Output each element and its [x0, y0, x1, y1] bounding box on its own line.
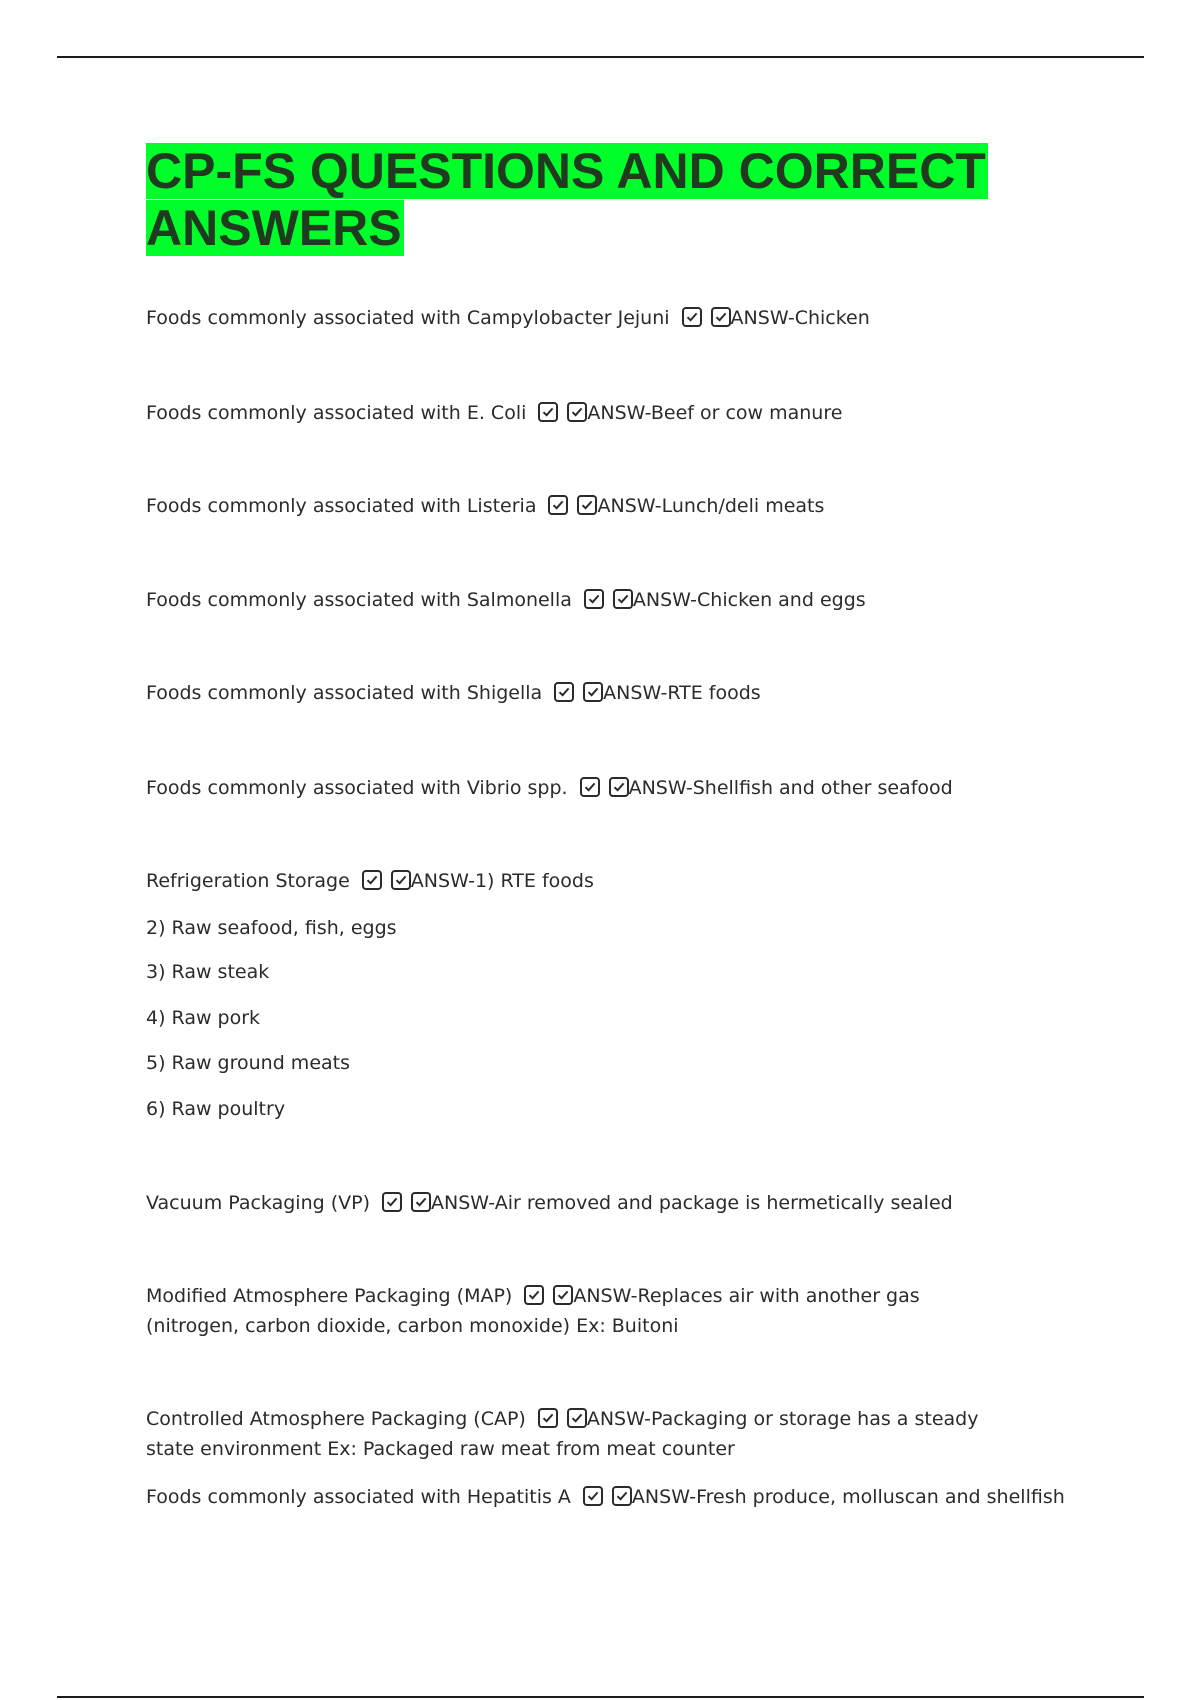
checkbox-checked-icon — [711, 307, 731, 327]
checkbox-checked-icon — [584, 589, 604, 609]
answer-text: ANSW-Beef or cow manure — [587, 402, 843, 424]
checkbox-checked-icon — [362, 870, 382, 890]
checkbox-checked-icon — [538, 1408, 558, 1428]
qa-entry-controlled-atmosphere-packaging — [146, 1404, 1016, 1464]
check-pair — [522, 1281, 573, 1311]
checkbox-checked-icon — [583, 682, 603, 702]
storage-list-item: 2) Raw seafood, fish, eggs — [146, 917, 397, 939]
top-rule — [57, 56, 1144, 58]
answer-text: ANSW-Chicken — [730, 307, 870, 329]
answer-text: ANSW-Fresh produce, molluscan and shellfish — [631, 1486, 1065, 1508]
storage-list-item: 5) Raw ground meats — [146, 1052, 350, 1074]
checkbox-checked-icon — [391, 870, 411, 890]
checkbox-checked-icon — [613, 589, 633, 609]
answer-text: ANSW-1) RTE foods — [410, 870, 594, 892]
checkbox-checked-icon — [609, 777, 629, 797]
answer-text: ANSW-Shellfish and other seafood — [628, 777, 953, 799]
check-pair — [581, 1482, 632, 1512]
question-text: Refrigeration Storage — [146, 870, 350, 892]
qa-entry-salmonella — [146, 585, 1066, 615]
qa-entry-hepatitis-a — [146, 1482, 1066, 1512]
checkbox-checked-icon — [583, 1486, 603, 1506]
storage-list-item: 6) Raw poultry — [146, 1098, 286, 1120]
checkbox-checked-icon — [553, 1285, 573, 1305]
check-pair — [680, 303, 731, 333]
checkbox-checked-icon — [612, 1486, 632, 1506]
check-pair — [360, 866, 411, 896]
question-text: Foods commonly associated with E. Coli — [146, 402, 527, 424]
answer-text: ANSW-RTE foods — [603, 682, 761, 704]
qa-entry-shigella — [146, 678, 1066, 708]
checkbox-checked-icon — [554, 682, 574, 702]
checkbox-checked-icon — [682, 307, 702, 327]
checkbox-checked-icon — [580, 777, 600, 797]
qa-entry-listeria — [146, 491, 1066, 521]
answer-text: ANSW-Packaging or storage has a steady state environment Ex: Packaged raw meat from meat counter — [146, 1408, 979, 1460]
document-title — [146, 143, 1046, 257]
question-text: Foods commonly associated with Hepatitis A — [146, 1486, 571, 1508]
question-text: Modified Atmosphere Packaging (MAP) — [146, 1285, 513, 1307]
checkbox-checked-icon — [524, 1285, 544, 1305]
answer-text: ANSW-Lunch/deli meats — [597, 495, 825, 517]
storage-list-item: 3) Raw steak — [146, 961, 270, 983]
qa-entry-vibrio — [146, 773, 1066, 803]
checkbox-checked-icon — [382, 1192, 402, 1212]
question-text: Foods commonly associated with Shigella — [146, 682, 543, 704]
question-text: Foods commonly associated with Campylobacter Jejuni — [146, 307, 670, 329]
qa-entry-refrigeration-storage — [146, 866, 1066, 896]
checkbox-checked-icon — [548, 495, 568, 515]
question-text: Foods commonly associated with Listeria — [146, 495, 537, 517]
answer-text: ANSW-Air removed and package is hermetically sealed — [431, 1192, 953, 1214]
check-pair — [582, 585, 633, 615]
answer-text: ANSW-Replaces air with another gas (nitrogen, carbon dioxide, carbon monoxide) Ex: Buitoni — [146, 1285, 920, 1337]
check-pair — [536, 1404, 587, 1434]
check-pair — [546, 491, 597, 521]
checkbox-checked-icon — [411, 1192, 431, 1212]
answer-text: ANSW-Chicken and eggs — [632, 589, 866, 611]
question-text: Foods commonly associated with Salmonella — [146, 589, 572, 611]
check-pair — [552, 678, 603, 708]
checkbox-checked-icon — [538, 402, 558, 422]
bottom-rule — [57, 1696, 1144, 1698]
check-pair — [578, 773, 629, 803]
title-highlight: CP-FS QUESTIONS AND CORRECT ANSWERS — [146, 143, 986, 256]
question-text: Controlled Atmosphere Packaging (CAP) — [146, 1408, 526, 1430]
question-text: Vacuum Packaging (VP) — [146, 1192, 371, 1214]
qa-entry-vacuum-packaging — [146, 1188, 1066, 1218]
question-text: Foods commonly associated with Vibrio spp. — [146, 777, 568, 799]
storage-list-item: 4) Raw pork — [146, 1007, 261, 1029]
checkbox-checked-icon — [567, 1408, 587, 1428]
qa-entry-modified-atmosphere-packaging — [146, 1281, 1016, 1341]
checkbox-checked-icon — [577, 495, 597, 515]
qa-entry-campylobacter — [146, 303, 1066, 333]
check-pair — [380, 1188, 431, 1218]
checkbox-checked-icon — [567, 402, 587, 422]
check-pair — [536, 398, 587, 428]
qa-entry-ecoli — [146, 398, 1066, 428]
